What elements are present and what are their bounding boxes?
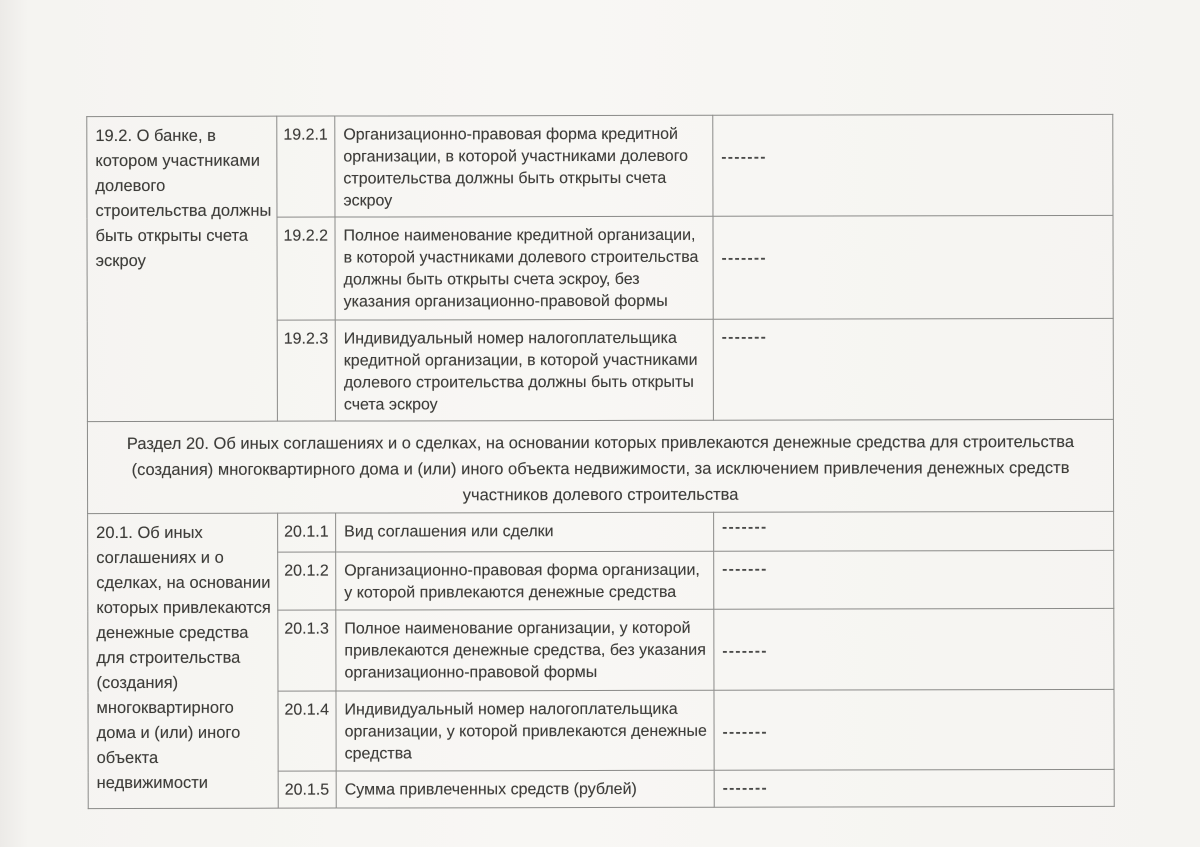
row-value-dashes: ------- [722, 518, 768, 536]
table-row [87, 114, 1113, 217]
row-value-dashes: ------- [721, 249, 768, 267]
row-description: Организационно-правовая форма организации, у которой привлекаются денежные средства [344, 561, 700, 602]
row-value-cell [714, 608, 1114, 690]
group-19-2-label: 19.2. О банке, в котором участниками долевого строительства должны быть открыты счета эскроу [95, 126, 272, 271]
row-description: Вид соглашения или сделки [344, 523, 554, 541]
row-description-cell [335, 319, 713, 421]
row-number-cell [278, 610, 336, 691]
row-value-cell [714, 689, 1114, 770]
row-description: Сумма привлеченных средств (рублей) [344, 780, 637, 799]
section-20-header-cell [87, 419, 1113, 513]
row-description-cell [335, 115, 713, 217]
row-description-cell [336, 690, 714, 771]
row-value-dashes: ------- [722, 779, 769, 797]
row-value-dashes: ------- [722, 642, 768, 660]
row-number: 19.2.2 [283, 227, 329, 245]
section-20-header: Раздел 20. Об иных соглашениях и о сделках, на основании которых привлекаются денежные средства для строительства (создания) многоквартирного дома и (или) иного объекта недвижимости, за исключением привлечения денежных средств участников долевого строительства [126, 433, 1075, 505]
row-value-dashes: ------- [722, 560, 768, 578]
row-number-cell [278, 771, 336, 808]
row-description: Индивидуальный номер налогоплательщика кредитной организации, в которой участниками долевого строительства должны быть открыты счета эскроу [343, 329, 698, 414]
row-description-cell [336, 609, 714, 691]
group-19-2-label-cell [87, 116, 278, 421]
row-number-cell [278, 552, 336, 610]
row-number-cell [277, 217, 335, 320]
row-description: Полное наименование кредитной организации, в которой участниками долевого строительства должны быть открыты счета эскроу, без указания организационно-правовой формы [343, 226, 699, 311]
row-description-cell [336, 551, 714, 610]
row-value-cell [714, 769, 1114, 807]
row-description: Полное наименование организации, у которой привлекаются денежные средства, без указания организационно-правовой формы [344, 619, 706, 682]
row-number-cell [278, 513, 336, 552]
row-description-cell [336, 770, 714, 808]
row-number: 19.2.3 [283, 330, 329, 348]
row-value-dashes: ------- [721, 328, 768, 346]
row-value-cell [713, 215, 1113, 319]
row-description-cell [336, 512, 714, 552]
section-header-row [87, 419, 1113, 513]
row-number-cell [277, 320, 335, 421]
row-value-dashes: ------- [721, 148, 767, 166]
table-row [88, 511, 1114, 552]
row-description: Организационно-правовая форма кредитной организации, в которой участниками долевого строительства должны быть открыты счета эскроу [343, 125, 689, 210]
row-number: 20.1.3 [284, 620, 329, 638]
row-number: 20.1.5 [284, 781, 330, 799]
row-number: 19.2.1 [283, 126, 328, 144]
row-number-cell [278, 691, 336, 771]
row-description: Индивидуальный номер налогоплательщика организации, у которой привлекаются денежные средства [344, 700, 707, 763]
row-number-cell [277, 116, 335, 217]
row-value-dashes: ------- [722, 723, 769, 741]
row-number: 20.1.2 [284, 562, 329, 580]
row-description-cell [335, 216, 713, 320]
row-value-cell [714, 550, 1114, 609]
group-20-1-label: 20.1. Об иных соглашениях и о сделках, на основании которых привлекаются денежные средства для строительства (создания) многоквартирного дома и (или) иного объекта недвижимости [96, 523, 271, 793]
row-number: 20.1.4 [284, 701, 330, 719]
row-number: 20.1.1 [284, 523, 329, 541]
row-value-cell [714, 511, 1114, 551]
row-value-cell [713, 114, 1113, 216]
declaration-table [86, 114, 1114, 809]
group-20-1-label-cell [88, 513, 279, 808]
row-value-cell [713, 318, 1113, 420]
